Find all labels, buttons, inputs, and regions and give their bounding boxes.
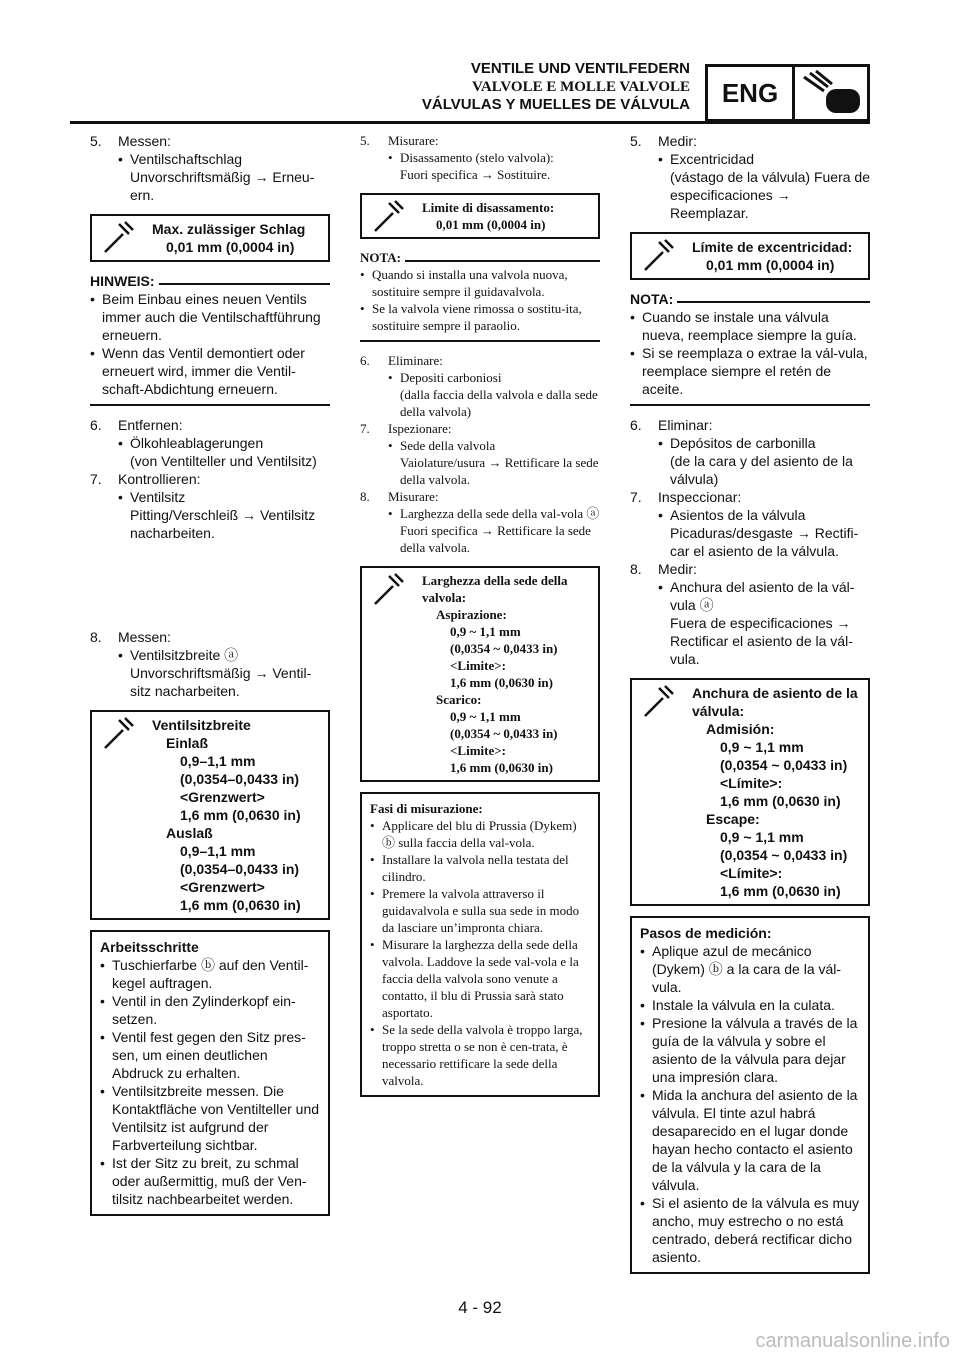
step-item: Excentricidad	[670, 151, 755, 167]
procedure-box	[360, 792, 600, 1097]
step-item: Ventilsitzbreite ⓐ	[130, 647, 239, 663]
step-heading	[630, 560, 870, 578]
wrench-icon	[362, 568, 416, 780]
step-detail: (vástago de la válvula) Fuera de especificaciones → Reemplazar.	[670, 169, 870, 221]
bullet-dot: •	[388, 506, 393, 521]
step-heading	[630, 488, 870, 506]
spec-line: 0,01 mm (0,0004 in)	[166, 239, 295, 255]
step-number: 7.	[90, 471, 102, 487]
step-title: Messen:	[118, 133, 171, 149]
procedure-title: Arbeitsschritte	[100, 939, 199, 955]
bullet-dot: •	[90, 345, 95, 361]
procedure-item	[100, 1154, 320, 1208]
step-s6	[630, 416, 870, 488]
bullet-dot: •	[370, 886, 375, 901]
step-bullet	[360, 149, 600, 166]
spec-text	[686, 680, 868, 904]
spec-box	[90, 214, 330, 262]
procedure-text: Applicare del blu di Prussia (Dykem) ⓑ sulla faccia della val-vola.	[382, 818, 577, 850]
step-item: Larghezza della sede della val-vola ⓐ	[400, 506, 600, 521]
step-title: Entfernen:	[118, 417, 183, 433]
note-block	[90, 272, 330, 406]
step-bullet	[360, 437, 600, 454]
step-item: Depósitos de carbonilla	[670, 435, 816, 451]
procedure-item	[640, 942, 860, 996]
spec-text	[416, 195, 598, 237]
bullet-dot: •	[100, 1029, 105, 1045]
note-text: Beim Einbau eines neuen Ventils immer auch die Ventilschaftführung erneuern.	[102, 291, 321, 343]
note-heading	[90, 272, 330, 290]
bullet-dot: •	[360, 267, 365, 282]
section-header	[380, 60, 690, 114]
bullet-dot: •	[388, 370, 393, 385]
procedure-text: Instale la válvula en la culata.	[652, 997, 835, 1013]
spec-line: <Limite>:	[450, 743, 506, 758]
note-rule	[159, 283, 330, 285]
step-number: 6.	[630, 417, 642, 433]
spec-line: 0,9 ~ 1,1 mm	[720, 829, 804, 845]
procedure-item	[100, 1082, 320, 1154]
step-number: 5.	[630, 133, 642, 149]
header-title-de: VENTILE UND VENTILFEDERN	[470, 60, 690, 77]
bullet-dot: •	[640, 1015, 645, 1031]
procedure-box	[630, 916, 870, 1274]
spec-line: <Límite>:	[720, 775, 783, 791]
spec-line: (0,0354 ~ 0,0433 in)	[450, 641, 558, 656]
section-badge	[705, 64, 870, 122]
step-title: Medir:	[658, 561, 697, 577]
step-detail: Vaiolature/usura → Rettificare la sede della valvola.	[400, 455, 599, 487]
step-bullet	[630, 434, 870, 452]
bullet-dot: •	[100, 1083, 105, 1099]
step-detail: (de la cara y del asiento de la válvula)	[670, 453, 853, 487]
spec-line: <Límite>:	[720, 865, 783, 881]
bullet-dot: •	[630, 345, 635, 361]
spec-text	[146, 216, 328, 260]
spec-box	[360, 193, 600, 239]
note-title: HINWEIS:	[90, 273, 155, 289]
note-text: Si se reemplaza o extrae la vál-vula, reemplace siempre el retén de aceite.	[642, 345, 868, 397]
bullet-dot: •	[118, 647, 123, 663]
note-text: Quando si installa una valvola nuova, sostituire sempre il guidavalvola.	[372, 267, 568, 299]
bullet-dot: •	[640, 1195, 645, 1211]
step-bullet	[360, 369, 600, 386]
step-title: Messen:	[118, 629, 171, 645]
note-item	[90, 344, 330, 398]
bullet-dot: •	[370, 852, 375, 867]
procedure-text: Installare la valvola nella testata del cilindro.	[382, 852, 569, 884]
step-heading	[630, 416, 870, 434]
step-s8	[630, 560, 870, 668]
step-heading	[360, 488, 600, 505]
spec-line: 1,6 mm (0,0630 in)	[180, 807, 301, 823]
step-s6	[360, 352, 600, 420]
page-number: 4 - 92	[458, 1298, 502, 1317]
spec-line: 0,9 ~ 1,1 mm	[450, 709, 521, 724]
note-block	[360, 249, 600, 342]
procedure-item	[100, 992, 320, 1028]
bullet-dot: •	[118, 489, 123, 505]
spec-line: Admisión:	[706, 721, 775, 737]
procedure-text: Ventilsitzbreite messen. Die Kontaktfläche von Ventilteller und Ventilsitz ist aufgrund der Farbverteilung sichtbar.	[112, 1083, 320, 1153]
step-title: Misurare:	[388, 133, 439, 148]
procedure-item	[100, 1028, 320, 1082]
spec-line: (0,0354 ~ 0,0433 in)	[720, 847, 848, 863]
step-detail: Fuera de especificaciones → Rectificar el asiento de la vál-vula.	[670, 615, 853, 667]
note-rule	[405, 260, 600, 262]
step-number: 5.	[90, 133, 102, 149]
procedure-text: Ventil in den Zylinderkopf ein-setzen.	[112, 993, 296, 1027]
procedure-item	[370, 936, 590, 1021]
procedure-item	[370, 817, 590, 851]
procedure-text: Si el asiento de la válvula es muy ancho, muy estrecho o no está centrado, deberá rectificar dicho asiento.	[652, 1195, 859, 1265]
wrench-icon	[92, 216, 146, 260]
step-item: Ventilschaftschlag	[130, 151, 243, 167]
section-label: ENG	[708, 67, 795, 119]
step-title: Misurare:	[388, 489, 439, 504]
spec-line: (0,0354 ~ 0,0433 in)	[450, 726, 558, 741]
step-bullet	[630, 150, 870, 168]
procedure-item	[370, 1021, 590, 1089]
spec-line: Anchura de asiento de la válvula:	[692, 685, 858, 719]
procedure-item	[640, 1014, 860, 1086]
step-item: Depositi carboniosi	[400, 370, 502, 385]
spec-line: 0,01 mm (0,0004 in)	[436, 217, 546, 232]
step-s7	[630, 488, 870, 560]
step-s7	[360, 420, 600, 488]
spec-line: Escape:	[706, 811, 760, 827]
spec-line: Larghezza della sede della valvola:	[422, 573, 568, 605]
step-heading	[360, 420, 600, 437]
note-block	[630, 290, 870, 406]
spec-line: Auslaß	[166, 825, 213, 841]
step-s8	[90, 628, 330, 700]
spec-text	[686, 234, 868, 278]
wrench-icon	[632, 234, 686, 278]
note-item	[630, 344, 870, 398]
step-s5	[90, 132, 330, 204]
step-bullet	[90, 150, 330, 168]
note-heading	[630, 290, 870, 308]
spec-line: (0,0354–0,0433 in)	[180, 861, 300, 877]
spec-line: 1,6 mm (0,0630 in)	[720, 883, 841, 899]
step-number: 5.	[360, 133, 370, 148]
bullet-dot: •	[658, 435, 663, 451]
procedure-item	[100, 956, 320, 992]
wrench-icon	[92, 712, 146, 918]
procedure-item	[640, 996, 860, 1014]
spec-line: 0,9–1,1 mm	[180, 843, 256, 859]
step-s8	[360, 488, 600, 556]
procedure-item	[370, 851, 590, 885]
bullet-dot: •	[658, 507, 663, 523]
step-detail: Fuori specifica → Sostituire.	[400, 167, 551, 182]
step-s6	[90, 416, 330, 470]
step-detail: Unvorschriftsmäßig → Ventil-sitz nacharbeiten.	[130, 665, 312, 699]
note-item	[360, 266, 600, 300]
engine-icon	[795, 67, 867, 119]
spec-line: 1,6 mm (0,0630 in)	[720, 793, 841, 809]
spec-line: 0,01 mm (0,0004 in)	[706, 257, 835, 273]
spec-box	[90, 710, 330, 920]
wrench-icon	[362, 195, 416, 237]
spec-line: Límite de excentricidad:	[692, 239, 853, 255]
procedure-box	[90, 930, 330, 1216]
step-detail: Fuori specifica → Rettificare la sede della valvola.	[400, 523, 591, 555]
spec-line: (0,0354 ~ 0,0433 in)	[720, 757, 848, 773]
bullet-dot: •	[100, 1155, 105, 1171]
step-item: Ventilsitz	[130, 489, 186, 505]
step-detail: (von Ventilteller und Ventilsitz)	[130, 453, 317, 469]
step-detail: (dalla faccia della valvola e dalla sede della valvola)	[400, 387, 598, 419]
step-bullet	[90, 488, 330, 506]
spec-line: 1,6 mm (0,0630 in)	[180, 897, 301, 913]
step-item: Ölkohleablagerungen	[130, 435, 264, 451]
step-title: Inspeccionar:	[658, 489, 742, 505]
procedure-item	[640, 1086, 860, 1194]
header-rule	[70, 121, 870, 124]
bullet-dot: •	[640, 997, 645, 1013]
spec-line: 1,6 mm (0,0630 in)	[450, 760, 553, 775]
note-text: Wenn das Ventil demontiert oder erneuert wird, immer die Ventil-schaft-Abdichtung erneuern.	[102, 345, 305, 397]
spec-line: Einlaß	[166, 735, 209, 751]
bullet-dot: •	[118, 151, 123, 167]
step-bullet	[360, 505, 600, 522]
note-text: Cuando se instale una válvula nueva, reemplace siempre la guía.	[642, 309, 857, 343]
procedure-title: Fasi di misurazione:	[370, 801, 483, 816]
spec-line: <Grenzwert>	[180, 879, 265, 895]
step-heading	[90, 416, 330, 434]
note-title: NOTA:	[630, 291, 674, 307]
bullet-dot: •	[658, 151, 663, 167]
step-heading	[360, 352, 600, 369]
bullet-dot: •	[640, 943, 645, 959]
step-number: 8.	[630, 561, 642, 577]
procedure-text: Ventil fest gegen den Sitz pres-sen, um einen deutlichen Abdruck zu erhalten.	[112, 1029, 306, 1081]
bullet-dot: •	[100, 993, 105, 1009]
step-heading	[90, 132, 330, 150]
note-text: Se la valvola viene rimossa o sostitu-ita, sostituire sempre il paraolio.	[372, 301, 582, 333]
procedure-text: Mida la anchura del asiento de la válvula. El tinte azul habrá desaparecido en el lugar donde hayan hecho contacto el asiento de la válvula y la cara de la válvula.	[652, 1087, 858, 1193]
step-number: 7.	[360, 421, 370, 436]
bullet-dot: •	[360, 301, 365, 316]
step-number: 7.	[630, 489, 642, 505]
step-number: 8.	[90, 629, 102, 645]
step-title: Ispezionare:	[388, 421, 452, 436]
procedure-title: Pasos de medición:	[640, 925, 772, 941]
step-bullet	[630, 578, 870, 614]
wrench-icon	[632, 680, 686, 904]
procedure-text: Misurare la larghezza della sede della valvola. Laddove la sede val-vola e la faccia della valvola sono venute a contatto, il blu di Prussia sarà stato asportato.	[382, 937, 579, 1020]
procedure-text: Aplique azul de mecánico (Dykem) ⓑ a la cara de la vál-vula.	[652, 943, 842, 995]
spec-line: Max. zulässiger Schlag	[152, 221, 306, 237]
bullet-dot: •	[640, 1087, 645, 1103]
step-number: 8.	[360, 489, 370, 504]
spec-line: Limite di disassamento:	[422, 200, 555, 215]
spec-text	[416, 568, 598, 780]
procedure-text: Ist der Sitz zu breit, zu schmal oder außermittig, muß der Ven-tilsitz nachbearbeitet werden.	[112, 1155, 307, 1207]
column-italian	[360, 132, 600, 1097]
spec-line: 0,9 ~ 1,1 mm	[450, 624, 521, 639]
step-detail: Picaduras/desgaste → Rectifi-car el asiento de la válvula.	[670, 525, 859, 559]
spec-box	[360, 566, 600, 782]
step-bullet	[90, 434, 330, 452]
step-title: Eliminare:	[388, 353, 443, 368]
step-item: Asientos de la válvula	[670, 507, 806, 523]
step-heading	[630, 132, 870, 150]
spec-line: 1,6 mm (0,0630 in)	[450, 675, 553, 690]
spec-line: <Limite>:	[450, 658, 506, 673]
procedure-text: Tuschierfarbe ⓑ auf den Ventil-kegel auftragen.	[112, 957, 309, 991]
step-heading	[90, 628, 330, 646]
step-heading	[360, 132, 600, 149]
bullet-dot: •	[388, 438, 393, 453]
bullet-dot: •	[370, 818, 375, 833]
column-spanish	[630, 132, 870, 1274]
watermark: carmanualsonline.info	[755, 1330, 950, 1352]
spec-line: Aspirazione:	[436, 607, 507, 622]
spec-line: <Grenzwert>	[180, 789, 265, 805]
spec-line: 0,9–1,1 mm	[180, 753, 256, 769]
note-rule	[677, 301, 870, 303]
step-detail: Pitting/Verschleiß → Ventilsitz nacharbeiten.	[130, 507, 316, 541]
step-title: Eliminar:	[658, 417, 713, 433]
step-detail: Unvorschriftsmäßig → Erneu-ern.	[130, 169, 315, 203]
procedure-text: Presione la válvula a través de la guía de la válvula y sobre el asiento de la válvula para dejar una impresión clara.	[652, 1015, 858, 1085]
note-item	[90, 290, 330, 344]
step-s5	[360, 132, 600, 183]
header-title-it: VALVOLE E MOLLE VALVOLE	[472, 79, 690, 95]
bullet-dot: •	[658, 579, 663, 595]
step-title: Kontrollieren:	[118, 471, 201, 487]
header-title-es: VÁLVULAS Y MUELLES DE VÁLVULA	[421, 96, 690, 113]
bullet-dot: •	[90, 291, 95, 307]
column-german	[90, 132, 330, 1216]
note-item	[630, 308, 870, 344]
spec-line: 0,9 ~ 1,1 mm	[720, 739, 804, 755]
bullet-dot: •	[370, 937, 375, 952]
bullet-dot: •	[100, 957, 105, 973]
bullet-dot: •	[388, 150, 393, 165]
step-s5	[630, 132, 870, 222]
spec-text	[146, 712, 328, 918]
note-title: NOTA:	[360, 250, 401, 265]
step-heading	[90, 470, 330, 488]
spec-line: Scarico:	[436, 692, 482, 707]
step-bullet	[90, 646, 330, 664]
bullet-dot: •	[630, 309, 635, 325]
note-item	[360, 300, 600, 334]
spec-line: (0,0354–0,0433 in)	[180, 771, 300, 787]
procedure-text: Premere la valvola attraverso il guidavalvola e sulla sua sede in modo da lasciare un’impronta chiara.	[382, 886, 580, 935]
step-title: Medir:	[658, 133, 697, 149]
procedure-text: Se la sede della valvola è troppo larga, troppo stretta o se non è cen-trata, è necessario rettificare la sede della valvola.	[382, 1022, 583, 1088]
step-item: Disassamento (stelo valvola):	[400, 150, 554, 165]
bullet-dot: •	[118, 435, 123, 451]
step-number: 6.	[360, 353, 370, 368]
spec-box	[630, 232, 870, 280]
spec-line: Ventilsitzbreite	[152, 717, 251, 733]
step-item: Anchura del asiento de la vál-vula ⓐ	[670, 579, 855, 613]
step-item: Sede della valvola	[400, 438, 496, 453]
procedure-item	[370, 885, 590, 936]
bullet-dot: •	[370, 1022, 375, 1037]
step-s7	[90, 470, 330, 542]
note-heading	[360, 249, 600, 266]
step-bullet	[630, 506, 870, 524]
step-number: 6.	[90, 417, 102, 433]
spec-box	[630, 678, 870, 906]
procedure-item	[640, 1194, 860, 1266]
